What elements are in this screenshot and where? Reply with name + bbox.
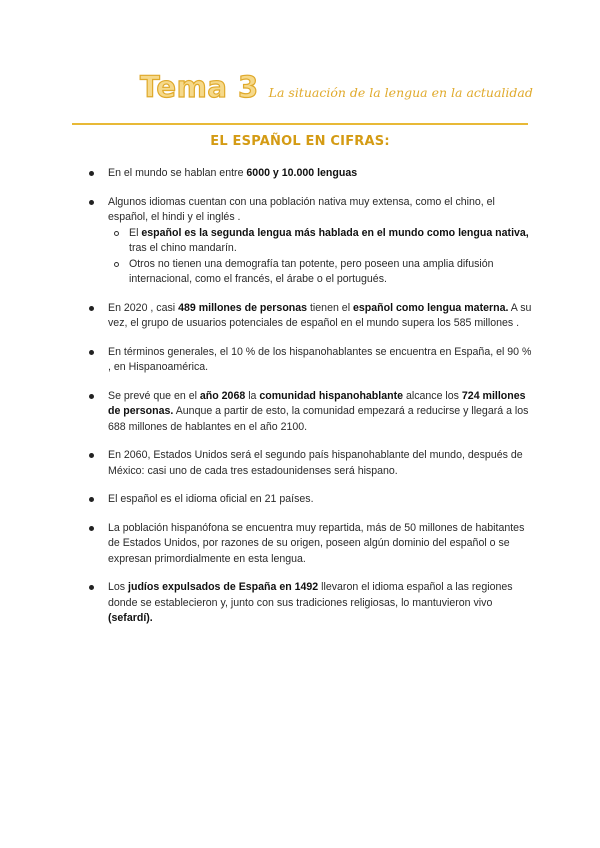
section-title: EL ESPAÑOL EN CIFRAS: — [210, 134, 390, 149]
bullet-circle-icon — [114, 231, 119, 236]
bullet-item-languages-count: En el mundo se hablan entre 6000 y 10.000 lenguas — [108, 166, 532, 182]
bullet-dot-icon — [89, 453, 94, 458]
bullet-item-native-population: Algunos idiomas cuentan con una población nativa muy extensa, como el chino, el español, el hindi y el inglés . El español es la segunda lengua más hablada en el mundo como lengua nativa, tras el chino mandarín. Otros no tienen una demografía tan potente, pero poseen una amplia difusión internacional, como el francés, el árabe o el portugués. — [108, 195, 532, 288]
page-header — [140, 70, 533, 104]
bullet-item-hispanophone-population: La población hispanófona se encuentra muy repartida, más de 50 millones de habitantes de Estados Unidos, por razones de su origen, poseen algún dominio del español o se expresan primordialmente en esta lengua. — [108, 521, 532, 568]
bullet-dot-icon — [89, 585, 94, 590]
bullet-dot-icon — [89, 497, 94, 502]
bullet-list — [108, 166, 532, 640]
bullet-item-2020-speakers: En 2020 , casi 489 millones de personas tienen el español como lengua materna. A su vez, el grupo de usuarios potenciales de español en el mundo supera los 585 millones . — [108, 301, 532, 332]
bullet-dot-icon — [89, 200, 94, 205]
topic-subtitle: La situación de la lengua en la actualidad — [268, 85, 533, 100]
header-divider — [72, 123, 528, 125]
topic-number: Tema 3 — [140, 70, 259, 104]
sub-item-second-language: El español es la segunda lengua más hablada en el mundo como lengua nativa, tras el chino mandarín. — [129, 226, 532, 257]
sub-item-international-diffusion: Otros no tienen una demografía tan potente, pero poseen una amplia difusión internacional, como el francés, el árabe o el portugués. — [129, 257, 532, 288]
sub-list — [108, 226, 532, 288]
bullet-item-distribution: En términos generales, el 10 % de los hispanohablantes se encuentra en España, el 90 % , en Hispanoamérica. — [108, 345, 532, 376]
bullet-dot-icon — [89, 306, 94, 311]
bullet-dot-icon — [89, 171, 94, 176]
bullet-item-2068-forecast: Se prevé que en el año 2068 la comunidad hispanohablante alcance los 724 millones de personas. Aunque a partir de esto, la comunidad empezará a reducirse y llegará a los 688 millones de hablantes en el año 2100. — [108, 389, 532, 436]
bullet-item-sephardic: Los judíos expulsados de España en 1492 llevaron el idioma español a las regiones donde se establecieron y, junto con sus tradiciones religiosas, lo mantuvieron vivo (sefardí). — [108, 580, 532, 627]
bullet-item-united-states-2060: En 2060, Estados Unidos será el segundo país hispanohablante del mundo, después de México: casi uno de cada tres estadounidenses será hispano. — [108, 448, 532, 479]
bullet-dot-icon — [89, 526, 94, 531]
bullet-dot-icon — [89, 394, 94, 399]
bullet-circle-icon — [114, 262, 119, 267]
bullet-item-official-countries: El español es el idioma oficial en 21 países. — [108, 492, 532, 508]
bullet-dot-icon — [89, 350, 94, 355]
